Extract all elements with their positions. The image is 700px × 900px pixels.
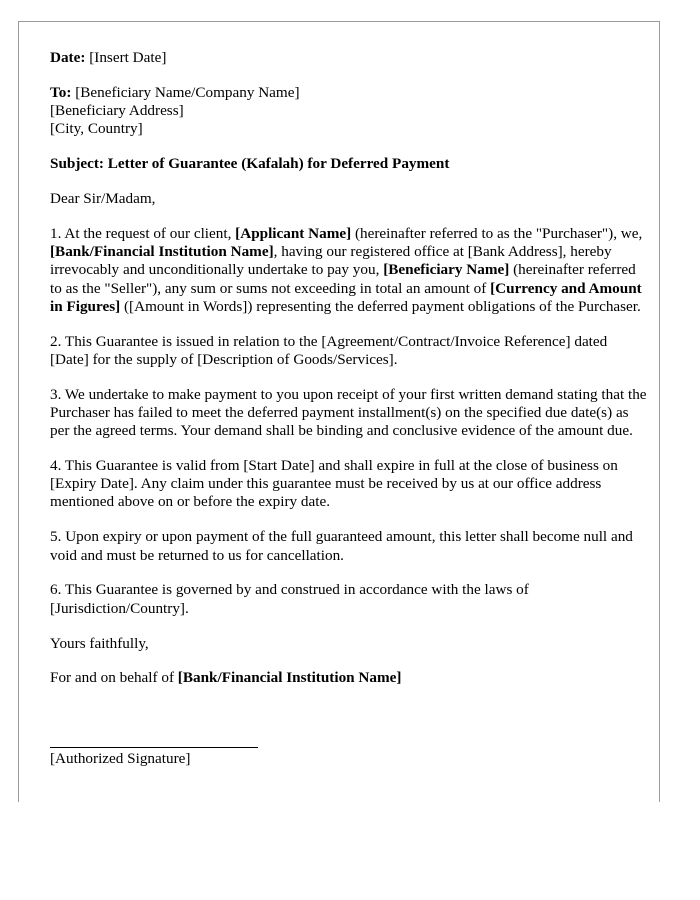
paragraph-1-text: , having our registered office at [Bank Address], hereby irrevocably and unconditionally undertake to pay you, — [50, 243, 612, 279]
salutation: Dear Sir/Madam, — [50, 190, 156, 208]
recipient-address: [Beneficiary Address] — [50, 102, 184, 120]
signature-space — [50, 704, 648, 747]
paragraph-5: 5. Upon expiry or upon payment of the full guaranteed amount, this letter shall become null and void and must be returned to us for cancellation. — [50, 528, 633, 564]
date-line — [50, 49, 648, 67]
authorized-signature: [Authorized Signature] — [50, 750, 191, 768]
recipient-name-line — [50, 84, 648, 102]
letter-page — [18, 21, 660, 802]
paragraph-2: 2. This Guarantee is issued in relation to the [Agreement/Contract/Invoice Reference] dated [Date] for the supply of [Description of Goods/Services]. — [50, 332, 608, 368]
letter-body — [50, 49, 648, 769]
paragraph-3: 3. We undertake to make payment to you upon receipt of your first written demand stating that the Purchaser has failed to meet the deferred payment installment(s) on the specified due date(s) as per the agreed terms. Your demand shall be binding and conclusive evidence of the amount due. — [50, 385, 647, 440]
subject-text: Subject: Letter of Guarantee (Kafalah) for Deferred Payment — [50, 155, 450, 173]
recipient-name: [Beneficiary Name/Company Name] — [75, 83, 300, 101]
recipient-block — [50, 84, 648, 139]
paragraph-6: 6. This Guarantee is governed by and construed in accordance with the laws of [Jurisdiction/Country]. — [50, 581, 529, 617]
recipient-city: [City, Country] — [50, 120, 143, 138]
applicant-name: [Applicant Name] — [235, 224, 352, 242]
paragraph-1-text: (hereinafter referred to as the "Purchaser"), we, — [351, 224, 643, 242]
paragraph-1-text: (hereinafter referred to as the "Seller"), any sum or sums not exceeding in total an amount of — [50, 261, 636, 297]
amount-in-figures: [Currency and Amount in Figures] — [50, 279, 642, 315]
closing: Yours faithfully, — [50, 634, 149, 652]
paragraph-1-text: 1. At the request of our client, — [50, 224, 236, 242]
beneficiary-name: [Beneficiary Name] — [383, 261, 510, 279]
paragraph-1 — [50, 225, 648, 316]
on-behalf-text: For and on behalf of — [50, 669, 178, 687]
bank-name: [Bank/Financial Institution Name] — [50, 243, 274, 261]
on-behalf-line — [50, 669, 648, 687]
paragraph-1-text: ([Amount in Words]) representing the deferred payment obligations of the Purchaser. — [120, 297, 641, 315]
signature-line — [50, 747, 258, 748]
paragraph-4: 4. This Guarantee is valid from [Start Date] and shall expire in full at the close of business on [Expiry Date]. Any claim under this guarantee must be received by us at our office address mentioned above on or before the expiry date. — [50, 457, 618, 511]
date-label: Date: — [50, 49, 86, 66]
to-label: To: — [50, 83, 72, 101]
date-value: [Insert Date] — [89, 49, 167, 66]
on-behalf-bank: [Bank/Financial Institution Name] — [177, 669, 402, 687]
subject-line — [50, 155, 648, 173]
